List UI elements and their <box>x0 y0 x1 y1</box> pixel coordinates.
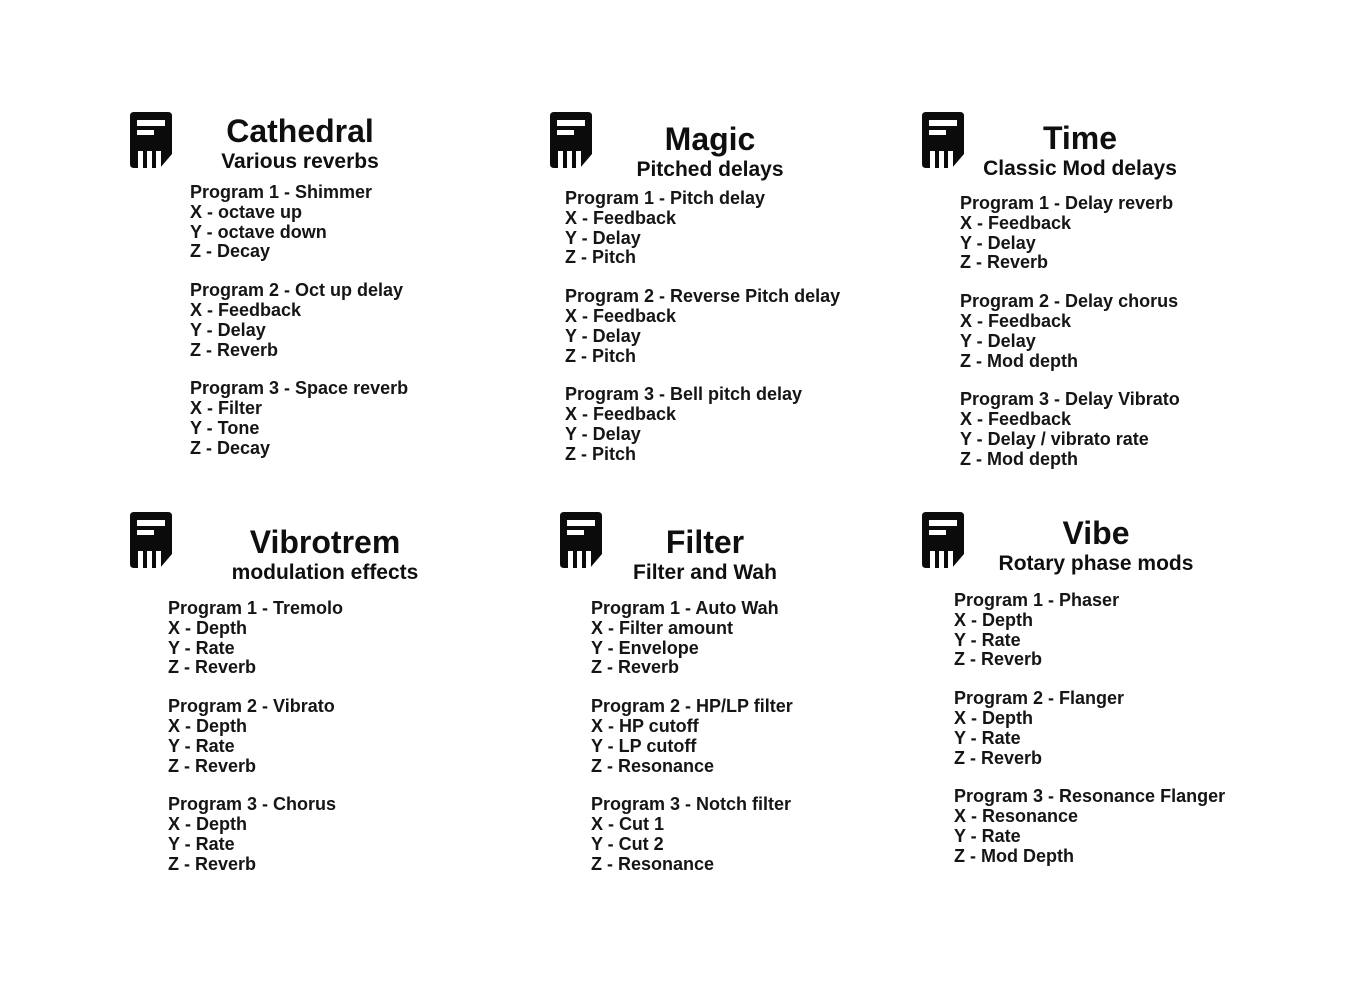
program-param-x: X - Filter <box>190 398 263 419</box>
program-list <box>190 183 408 478</box>
program-param-x: X - Filter amount <box>591 617 734 638</box>
program-title: Program 1 - Pitch delay <box>565 188 766 208</box>
program-param-z: Z - Resonance <box>591 755 715 776</box>
program-list <box>565 189 840 484</box>
program-param-y: Y - Rate <box>954 629 1021 650</box>
program-param-x: X - Feedback <box>960 409 1072 430</box>
program-title: Program 1 - Phaser <box>954 590 1120 610</box>
program-param-z: Z - Reverb <box>168 853 257 874</box>
program-entry <box>168 599 343 678</box>
program-entry <box>960 292 1180 371</box>
program-entry <box>954 787 1225 866</box>
program-param-z: Z - Reverb <box>954 747 1043 768</box>
program-param-y: Y - Delay <box>565 325 641 346</box>
program-param-x: X - Feedback <box>190 299 302 320</box>
bank-subtitle: Various reverbs <box>221 150 379 173</box>
program-param-x: X - Feedback <box>565 305 677 326</box>
program-title: Program 1 - Auto Wah <box>591 598 779 618</box>
program-param-y: Y - Rate <box>168 637 235 658</box>
bank-header <box>971 515 1221 575</box>
bank-header <box>190 113 410 173</box>
program-param-x: X - octave up <box>190 201 303 222</box>
program-param-z: Z - Reverb <box>591 657 680 678</box>
program-list <box>591 599 793 894</box>
bank-title: Magic <box>664 121 756 157</box>
program-title: Program 3 - Notch filter <box>591 794 792 815</box>
program-param-y: Y - Delay <box>565 227 641 248</box>
program-param-y: Y - Rate <box>954 727 1021 748</box>
program-title: Program 2 - Vibrato <box>168 696 335 717</box>
program-param-x: X - Feedback <box>565 207 677 228</box>
program-entry <box>954 689 1225 768</box>
program-param-x: X - Depth <box>168 715 247 736</box>
program-entry <box>591 697 793 776</box>
program-param-y: Y - Delay / vibrato rate <box>960 428 1149 449</box>
bank-subtitle: modulation effects <box>231 561 419 584</box>
program-title: Program 3 - Resonance Flanger <box>954 786 1226 807</box>
bank-title: Filter <box>665 524 745 560</box>
program-param-x: X - Depth <box>168 617 247 638</box>
program-param-z: Z - Reverb <box>954 649 1043 670</box>
program-param-x: X - Depth <box>954 609 1033 630</box>
program-param-x: X - Cut 1 <box>591 814 665 835</box>
program-param-y: Y - LP cutoff <box>591 735 697 756</box>
bank-title: Cathedral <box>226 113 374 149</box>
bank-subtitle: Filter and Wah <box>633 561 777 584</box>
program-param-z: Z - Pitch <box>565 345 636 366</box>
bank-subtitle: Pitched delays <box>636 158 784 181</box>
program-title: Program 1 - Shimmer <box>190 182 373 202</box>
program-param-x: X - HP cutoff <box>591 715 699 736</box>
program-entry <box>190 281 408 360</box>
program-entry <box>960 194 1180 273</box>
program-param-z: Z - Decay <box>190 241 271 262</box>
program-entry <box>190 183 408 262</box>
program-entry <box>591 795 793 874</box>
program-param-z: Z - Decay <box>190 437 271 458</box>
program-title: Program 2 - Reverse Pitch delay <box>565 286 841 307</box>
program-param-x: X - Depth <box>954 707 1033 728</box>
program-title: Program 1 - Delay reverb <box>960 193 1174 213</box>
program-entry <box>190 379 408 458</box>
program-card-icon <box>130 112 172 168</box>
program-param-x: X - Depth <box>168 814 247 835</box>
program-entry <box>954 591 1225 670</box>
program-list <box>954 591 1225 886</box>
program-param-z: Z - Mod depth <box>960 350 1078 371</box>
program-entry <box>565 287 840 366</box>
program-title: Program 3 - Space reverb <box>190 378 409 399</box>
program-param-z: Z - Mod depth <box>960 448 1078 469</box>
program-title: Program 2 - Oct up delay <box>190 280 404 301</box>
program-param-z: Z - Resonance <box>591 853 715 874</box>
bank-subtitle: Rotary phase mods <box>998 552 1194 575</box>
program-param-z: Z - Reverb <box>960 252 1049 273</box>
program-param-x: X - Feedback <box>960 212 1072 233</box>
bank-header <box>200 524 450 584</box>
program-param-z: Z - Pitch <box>565 247 636 268</box>
program-param-y: Y - Delay <box>960 330 1036 351</box>
bank-header <box>585 121 835 181</box>
program-entry <box>168 697 343 776</box>
bank-title: Vibe <box>1062 515 1130 551</box>
program-param-z: Z - Mod Depth <box>954 845 1074 866</box>
program-param-y: Y - Delay <box>960 232 1036 253</box>
program-card-icon <box>922 512 964 568</box>
program-param-z: Z - Reverb <box>168 657 257 678</box>
program-title: Program 2 - Flanger <box>954 688 1125 709</box>
program-entry <box>565 385 840 464</box>
program-list <box>960 194 1180 489</box>
program-param-y: Y - Delay <box>565 423 641 444</box>
program-title: Program 1 - Tremolo <box>168 598 344 618</box>
bank-header <box>955 120 1205 180</box>
program-title: Program 3 - Delay Vibrato <box>960 389 1180 410</box>
program-param-y: Y - Envelope <box>591 637 699 658</box>
program-param-y: Y - Rate <box>954 825 1021 846</box>
program-param-y: Y - Rate <box>168 735 235 756</box>
program-entry <box>960 390 1180 469</box>
program-title: Program 2 - HP/LP filter <box>591 696 793 717</box>
program-param-y: Y - Rate <box>168 833 235 854</box>
program-entry <box>565 189 840 268</box>
program-param-y: Y - Delay <box>190 319 266 340</box>
bank-title: Time <box>1042 120 1118 156</box>
bank-subtitle: Classic Mod delays <box>983 157 1177 180</box>
program-param-x: X - Resonance <box>954 806 1079 827</box>
bank-header <box>580 524 830 584</box>
program-title: Program 2 - Delay chorus <box>960 291 1179 312</box>
program-param-z: Z - Reverb <box>168 755 257 776</box>
bank-title: Vibrotrem <box>249 524 401 560</box>
program-title: Program 3 - Chorus <box>168 794 337 815</box>
program-param-x: X - Feedback <box>960 310 1072 331</box>
program-param-z: Z - Reverb <box>190 339 279 360</box>
program-param-z: Z - Pitch <box>565 443 636 464</box>
program-param-y: Y - octave down <box>190 221 327 242</box>
program-entry <box>591 599 793 678</box>
program-card-icon <box>130 512 172 568</box>
program-list <box>168 599 343 894</box>
program-entry <box>168 795 343 874</box>
program-param-y: Y - Cut 2 <box>591 833 664 854</box>
program-param-y: Y - Tone <box>190 417 260 438</box>
program-param-x: X - Feedback <box>565 404 677 425</box>
program-title: Program 3 - Bell pitch delay <box>565 384 803 405</box>
